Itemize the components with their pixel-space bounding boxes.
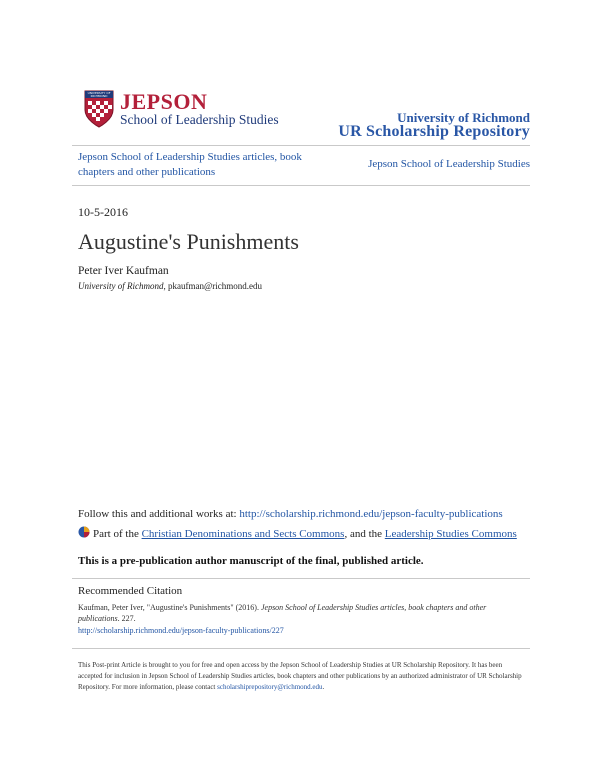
- part-of-line: [78, 526, 528, 542]
- citation-text: [78, 602, 528, 624]
- author-name: Peter Iver Kaufman: [78, 265, 169, 277]
- affiliation-email: , pkaufman@richmond.edu: [163, 281, 262, 291]
- partof-middle: , and the: [344, 528, 385, 540]
- network-commons-icon: [78, 526, 90, 538]
- contact-email-link[interactable]: scholarshiprepository@richmond.edu: [217, 683, 323, 691]
- citation-series: Jepson School of Leadership Studies articles, book chapters and other publications: [78, 603, 487, 623]
- shield-text: UNIVERSITY OF RICHMOND: [87, 91, 111, 98]
- affiliation-institution: University of Richmond: [78, 281, 164, 291]
- divider: [72, 145, 530, 146]
- jepson-wordmark: JEPSON: [120, 89, 208, 114]
- footer-text: This Post-print Article is brought to you for free and open access by the Jepson School of Leadership Studies at UR Scholarship Repository. It has been accepted for inclusion in Jepson School of Leadership Studies articles, book chapters and other publications by an authorized administrator of UR Scholarship Repository. For more information, please contact: [78, 661, 522, 691]
- recommended-citation-heading: Recommended Citation: [78, 585, 183, 597]
- citation-plain: Kaufman, Peter Iver, "Augustine's Punishments" (2016).: [78, 603, 261, 612]
- follow-url-link[interactable]: http://scholarship.richmond.edu/jepson-faculty-publications: [239, 508, 503, 520]
- follow-prefix: Follow this and additional works at:: [78, 508, 240, 520]
- follow-line: [78, 508, 503, 520]
- university-name[interactable]: University of Richmond: [397, 110, 530, 125]
- collection-link[interactable]: Jepson School of Leadership Studies articles, book chapters and other publications: [78, 151, 302, 178]
- citation-end: . 227.: [117, 614, 136, 623]
- repository-name[interactable]: UR Scholarship Repository: [338, 123, 530, 140]
- school-subline: School of Leadership Studies: [120, 112, 279, 127]
- divider: [72, 648, 530, 649]
- author-affiliation: [78, 281, 262, 291]
- divider: [72, 185, 530, 186]
- page-title: Augustine's Punishments: [78, 229, 299, 254]
- manuscript-note: This is a pre-publication author manuscript of the final, published article.: [78, 555, 424, 567]
- christian-denominations-link[interactable]: Christian Denominations and Sects Commons: [141, 528, 345, 540]
- citation-url-link[interactable]: http://scholarship.richmond.edu/jepson-faculty-publications/227: [78, 626, 284, 635]
- partof-prefix: Part of the: [93, 528, 142, 540]
- footer-notice: [78, 660, 524, 693]
- footer-end: .: [322, 683, 325, 691]
- leadership-studies-link[interactable]: Leadership Studies Commons: [384, 528, 517, 540]
- publication-date: 10-5-2016: [78, 205, 128, 219]
- divider: [72, 578, 530, 579]
- department-link[interactable]: Jepson School of Leadership Studies: [368, 158, 530, 170]
